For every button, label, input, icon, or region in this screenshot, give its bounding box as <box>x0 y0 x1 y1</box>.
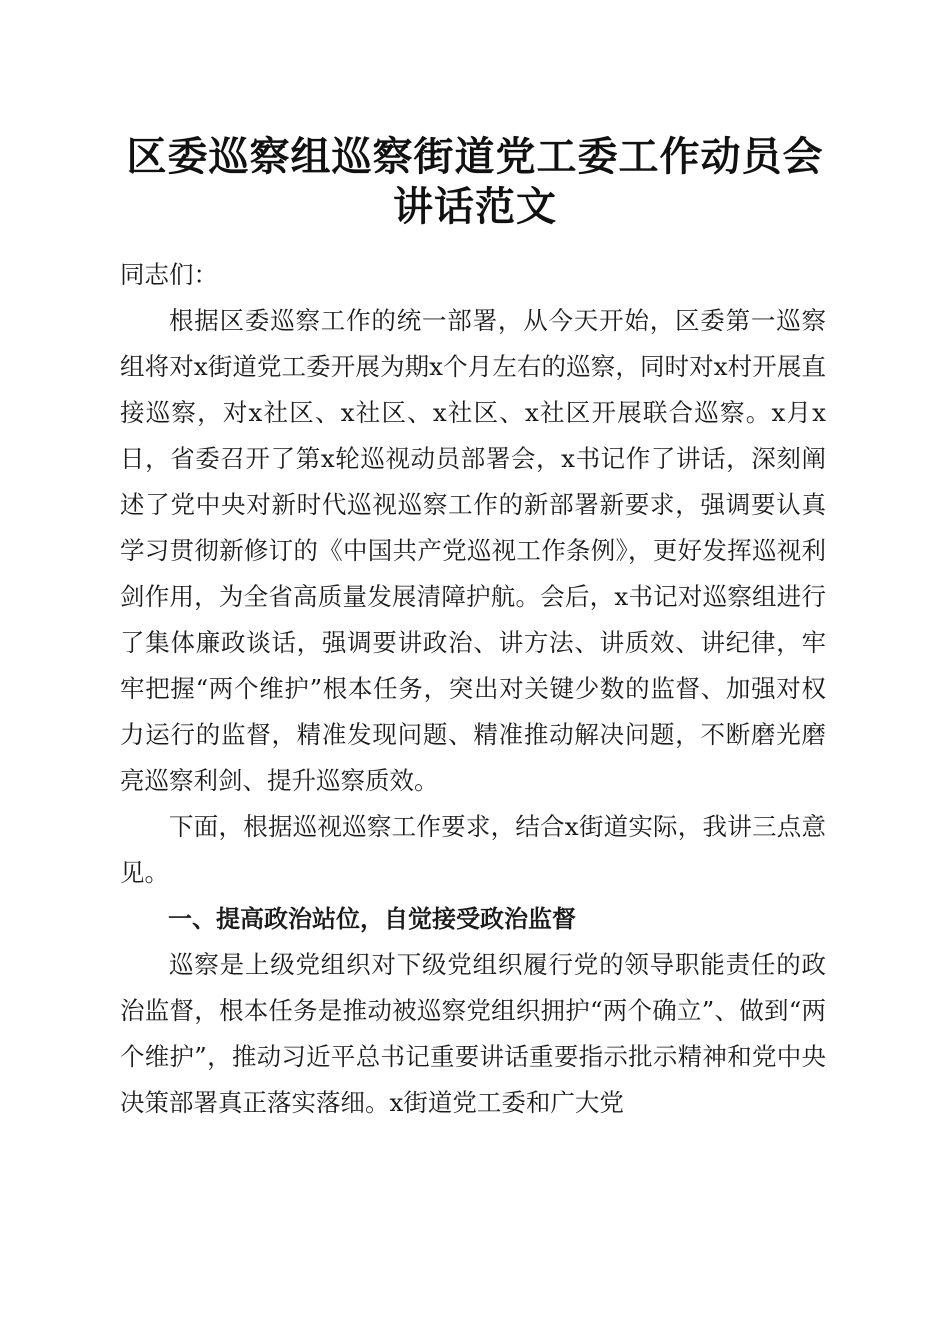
body-paragraph: 巡察是上级党组织对下级党组织履行党的领导职能责任的政治监督，根本任务是推动被巡察党组织拥护“两个确立”、做到“两个维护”，推动习近平总书记重要讲话重要指示批示精神和党中央决策部署真正落实落细。x街道党工委和广大党 <box>120 950 826 1117</box>
section-heading: 一、提高政治站位，自觉接受政治监督 <box>168 905 576 933</box>
body-paragraph: 下面，根据巡视巡察工作要求，结合x街道实际，我讲三点意见。 <box>120 812 826 887</box>
document-title: 区委巡察组巡察街道党工委工作动员会讲话范文 <box>126 133 824 230</box>
document-body <box>120 252 826 1126</box>
body-paragraph: 根据区委巡察工作的统一部署，从今天开始，区委第一巡察组将对x街道党工委开展为期x个月左右的巡察，同时对x村开展直接巡察，对x社区、x社区、x社区、x社区开展联合巡察。x月x日，省委召开了第x轮巡视动员部署会，x书记作了讲话，深刻阐述了党中央对新时代巡视巡察工作的新部署新要求，强调要认真学习贯彻新修订的《中国共产党巡视工作条例》，更好发挥巡视利剑作用，为全省高质量发展清障护航。会后，x书记对巡察组进行了集体廉政谈话，强调要讲政治、讲方法、讲质效、讲纪律，牢牢把握“两个维护”根本任务，突出对关键少数的监督、加强对权力运行的监督，精准发现问题、精准推动解决问题，不断磨光磨亮巡察利剑、提升巡察质效。 <box>120 306 826 795</box>
salutation: 同志们： <box>120 260 218 289</box>
